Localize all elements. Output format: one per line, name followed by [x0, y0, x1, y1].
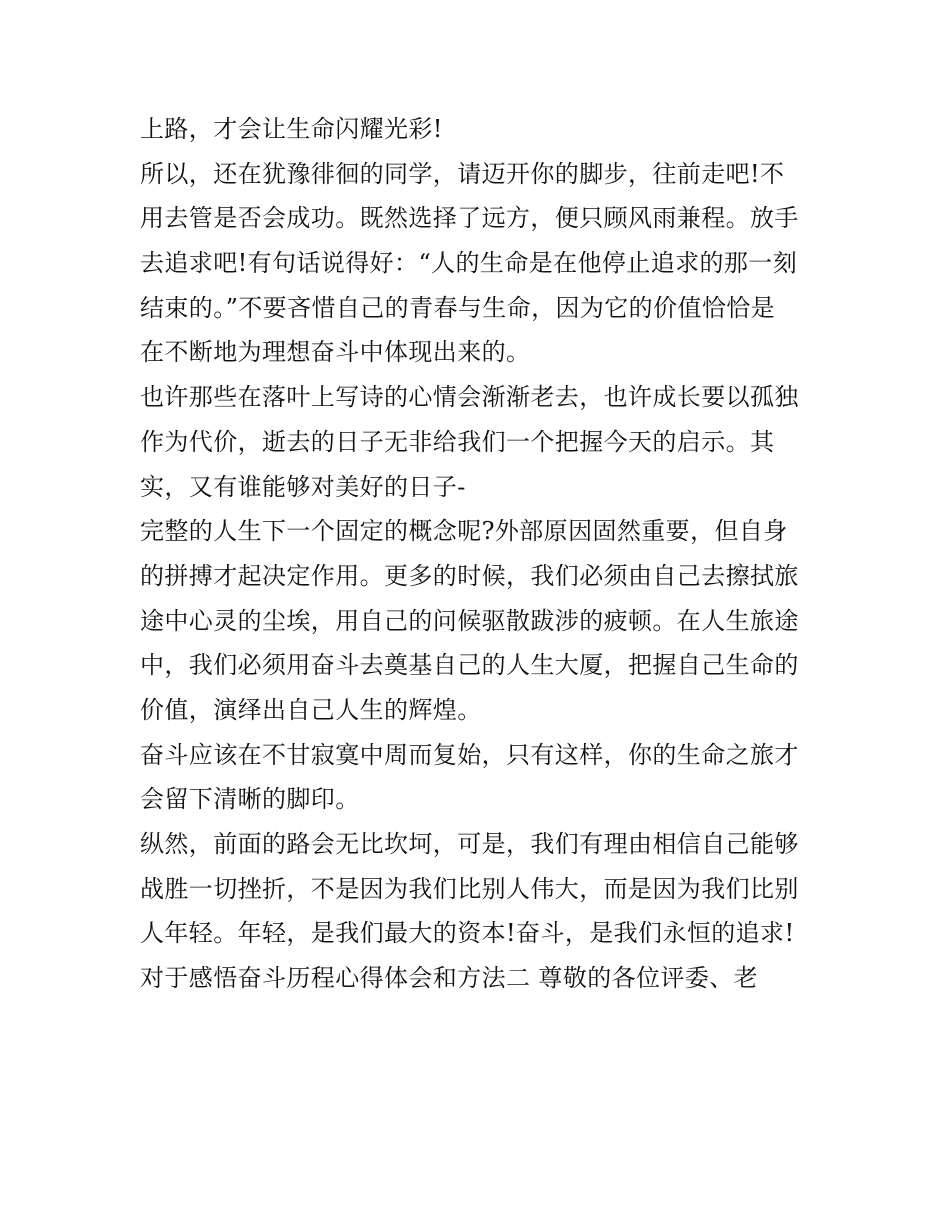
text-line-14: 价值，演绎出自己人生的辉煌。	[140, 695, 482, 724]
text-line-11: 的拼搏才起决定作用。更多的时候，我们必须由自己去擦拭旅	[140, 561, 799, 590]
text-line-7: 也许那些在落叶上写诗的心情会渐渐老去，也许成长要以孤独	[140, 383, 799, 412]
text-line-6: 在不断地为理想奋斗中体现出来的。	[140, 338, 531, 367]
text-line-17: 纵然，前面的路会无比坎坷，可是，我们有理由相信自己能够	[140, 830, 799, 858]
text-line-18: 战胜一切挫折，不是因为我们比别人伟大，而是因为我们比别	[140, 874, 799, 903]
text-line-9: 实，又有谁能够对美好的日子-	[140, 472, 466, 501]
text-line-4: 去追求吧!有句话说得好：“人的生命是在他停止追求的那一刻	[140, 249, 798, 278]
text-line-2: 所以，还在犹豫徘徊的同学，请迈开你的脚步，往前走吧!不	[140, 159, 785, 188]
text-line-15: 奋斗应该在不甘寂寞中周而复始，只有这样，你的生命之旅才	[140, 740, 799, 769]
text-line-8: 作为代价，逝去的日子无非给我们一个把握今天的启示。其	[140, 427, 775, 456]
text-line-13: 中，我们必须用奋斗去奠基自己的人生大厦，把握自己生命的	[140, 651, 799, 680]
text-line-1: 上路，才会让生命闪耀光彩!	[140, 115, 443, 143]
text-line-10: 完整的人生下一个固定的概念呢?外部原因固然重要，但自身	[140, 517, 788, 546]
text-line-19: 人年轻。年轻，是我们最大的资本!奋斗，是我们永恒的追求!	[140, 919, 795, 948]
text-line-3: 用去管是否会成功。既然选择了远方，便只顾风雨兼程。放手	[140, 204, 799, 233]
text-line-16: 会留下清晰的脚印。	[140, 785, 360, 814]
text-line-20: 对于感悟奋斗历程心得体会和方法二 尊敬的各位评委、老	[140, 964, 759, 993]
text-line-5: 结束的。”不要吝惜自己的青春与生命，因为它的价值恰恰是	[140, 293, 776, 322]
document-body	[140, 107, 820, 1001]
text-line-12: 途中心灵的尘埃，用自己的问候驱散跋涉的疲顿。在人生旅途	[140, 606, 799, 635]
